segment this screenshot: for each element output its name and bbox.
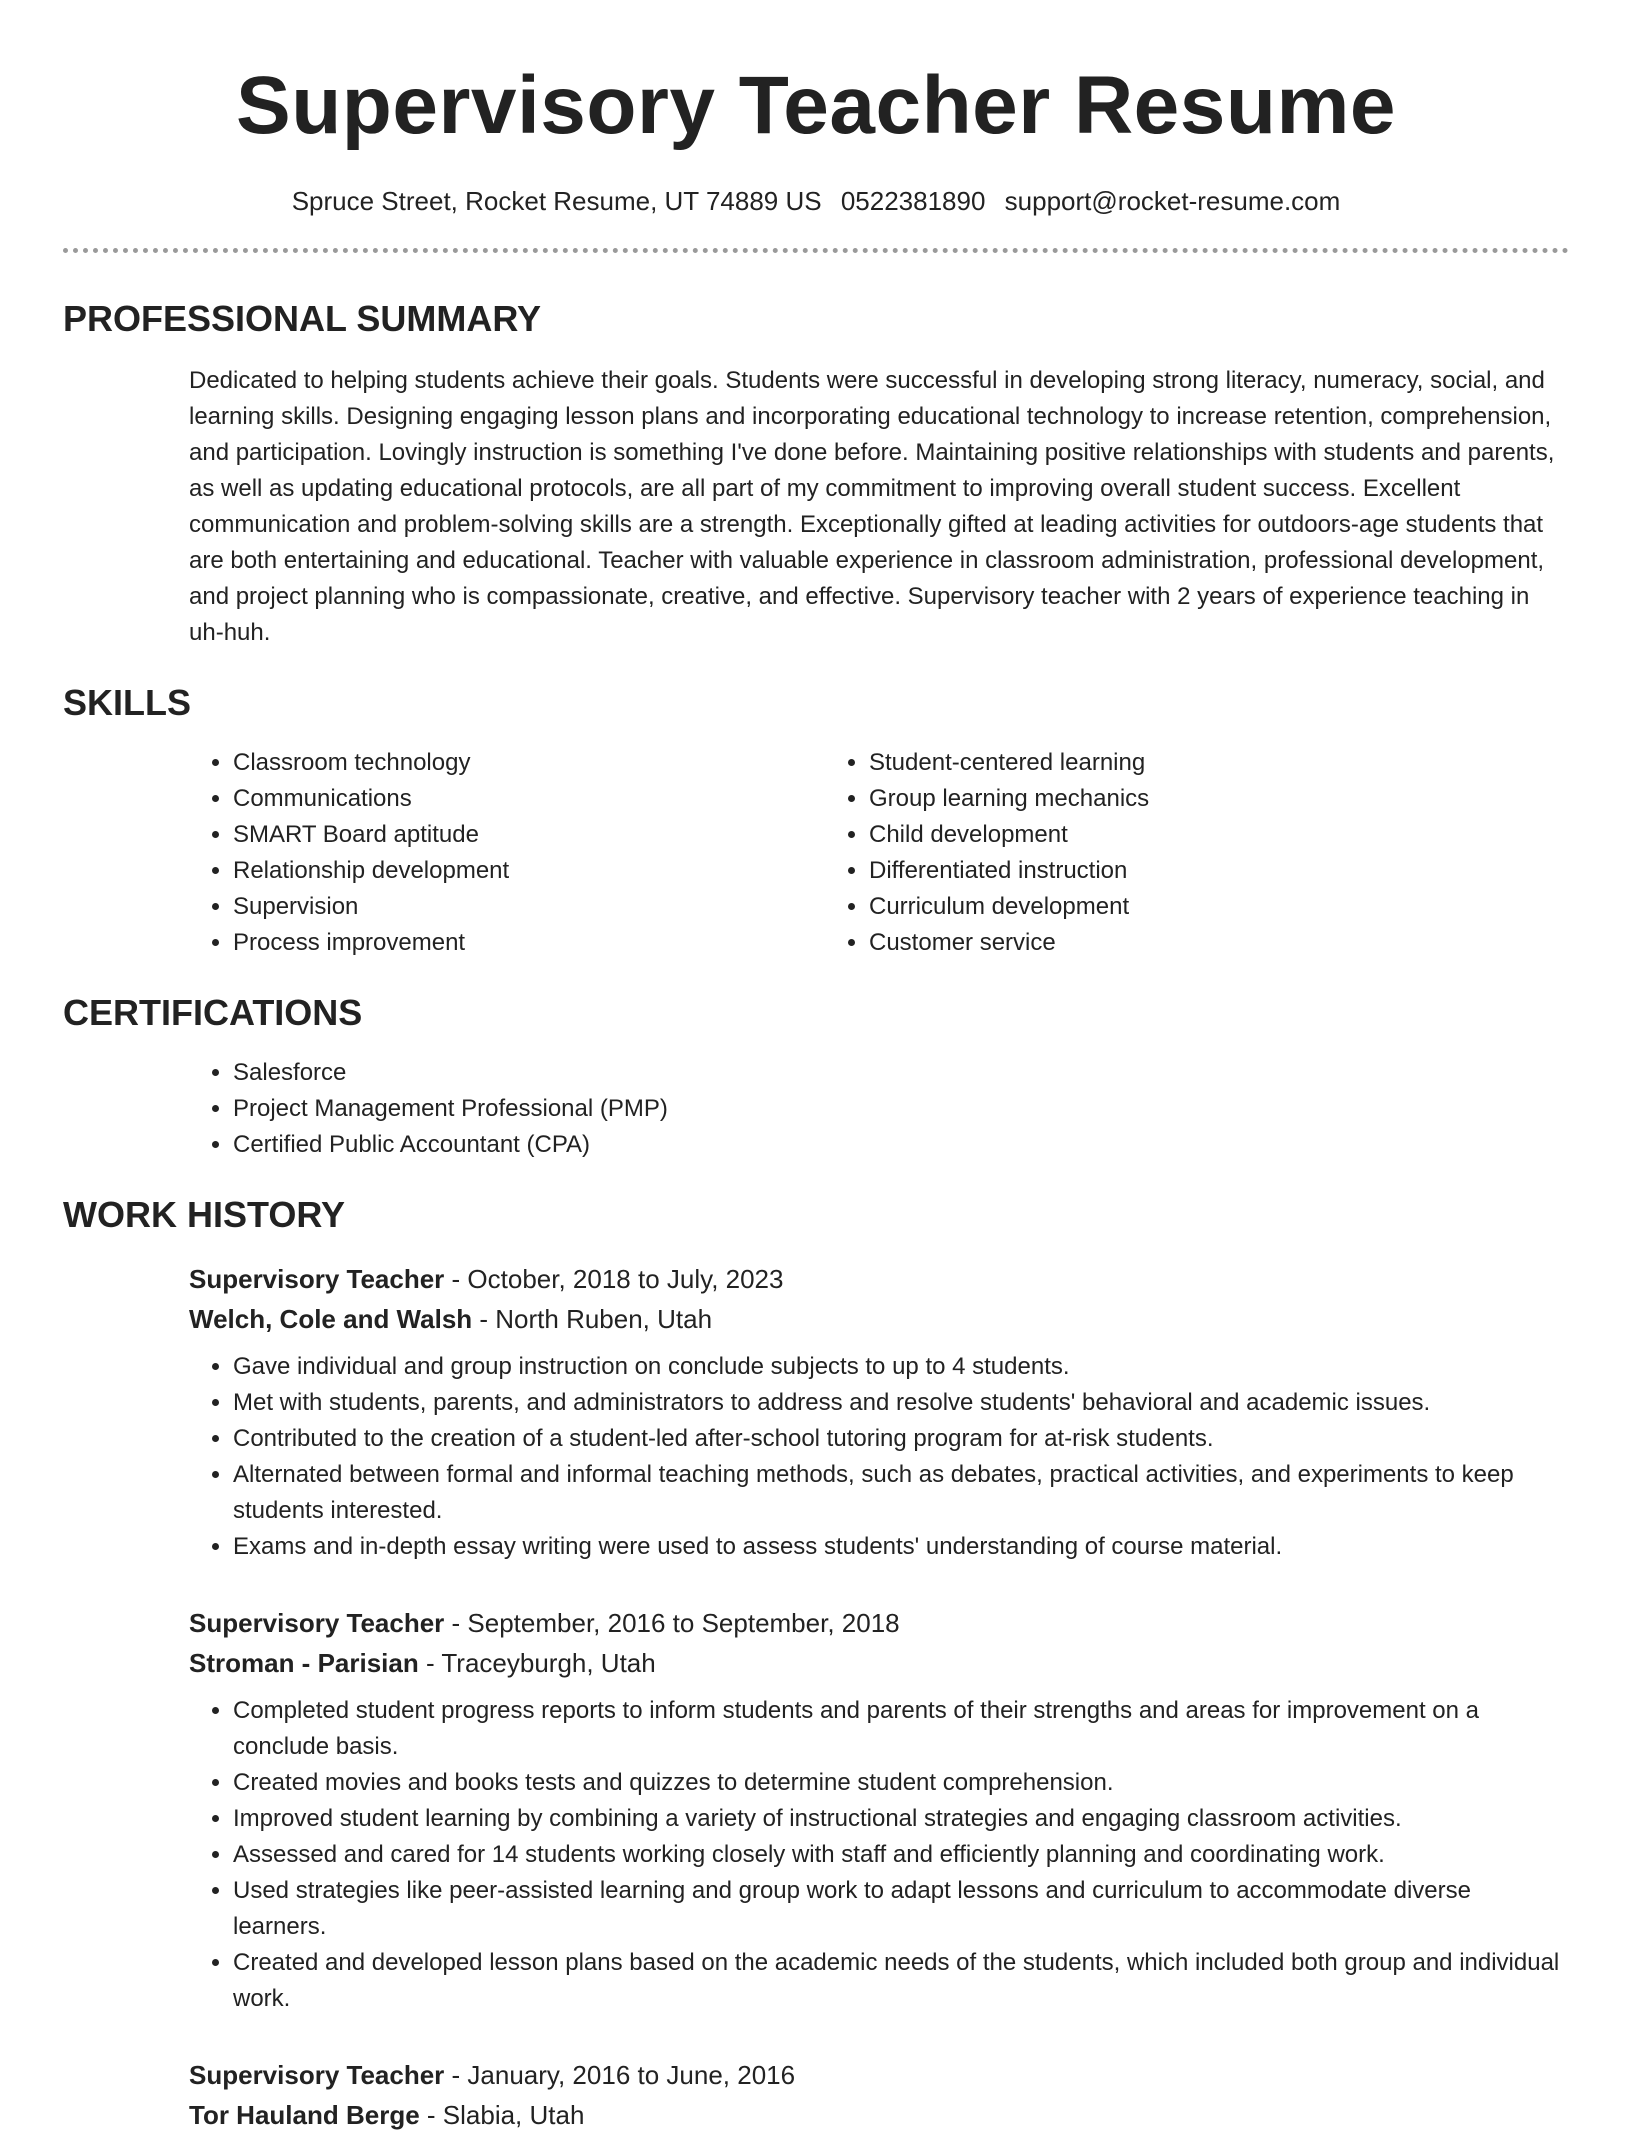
certification-item: • Certified Public Accountant (CPA) <box>233 1127 1569 1163</box>
job-location: - Slabia, Utah <box>419 2100 585 2130</box>
job-entry <box>189 1259 1569 1565</box>
skill-item: • Differentiated instruction <box>869 853 1461 889</box>
job-entry <box>189 1603 1569 2017</box>
job-bullets <box>189 1349 1569 1565</box>
job-bullet: • Improved student learning by combining a variety of instructional strategies and engaging classroom activities. <box>233 1801 1569 1837</box>
skill-item: • Student-centered learning <box>869 745 1461 781</box>
job-bullet: • Created movies and books tests and quizzes to determine student comprehension. <box>233 1765 1569 1801</box>
job-location: - North Ruben, Utah <box>472 1304 713 1334</box>
job-bullet: • Completed student progress reports to inform students and parents of their strengths and areas for improvement on a conclude basis. <box>233 1693 1569 1765</box>
job-entry <box>189 2055 1569 2135</box>
contact-address: Spruce Street, Rocket Resume, UT 74889 US <box>291 186 822 216</box>
job-location: - Traceyburgh, Utah <box>418 1648 656 1678</box>
job-employer-line <box>189 1299 1569 1339</box>
contact-phone: 0522381890 <box>840 186 986 216</box>
certifications-list <box>189 1055 1569 1163</box>
skill-item: • Group learning mechanics <box>869 781 1461 817</box>
skills-list-right <box>825 745 1461 961</box>
job-employer-line <box>189 2095 1569 2135</box>
skill-item: • Relationship development <box>233 853 825 889</box>
skill-item: • Process improvement <box>233 925 825 961</box>
job-title-line <box>189 1259 1569 1299</box>
job-bullets <box>189 1693 1569 2017</box>
certification-item: • Salesforce <box>233 1055 1569 1091</box>
job-title: Supervisory Teacher <box>189 1608 445 1638</box>
skill-item: • Supervision <box>233 889 825 925</box>
header-divider <box>63 248 1569 253</box>
job-bullet: • Used strategies like peer-assisted learning and group work to adapt lessons and curriculum to accommodate diverse learners. <box>233 1873 1569 1945</box>
skill-item: • SMART Board aptitude <box>233 817 825 853</box>
job-employer: Welch, Cole and Walsh <box>189 1304 473 1334</box>
job-dates: - October, 2018 to July, 2023 <box>444 1264 784 1294</box>
skill-item: • Classroom technology <box>233 745 825 781</box>
work-history-heading: WORK HISTORY <box>63 1194 346 1235</box>
job-bullet: • Alternated between formal and informal teaching methods, such as debates, practical activities, and experiments to keep students interested. <box>233 1457 1569 1529</box>
job-bullet: • Met with students, parents, and administrators to address and resolve students' behavioral and academic issues. <box>233 1385 1569 1421</box>
job-employer-line <box>189 1643 1569 1683</box>
job-dates: - September, 2016 to September, 2018 <box>444 1608 900 1638</box>
resume-title: Supervisory Teacher Resume <box>236 60 1396 151</box>
summary-text: Dedicated to helping students achieve their goals. Students were successful in developing strong literacy, numeracy, social, and learning skills. Designing engaging lesson plans and incorporating educational technology to increase retention, comprehension, and participation. Lovingly instruction is something I've done before. Maintaining positive relationships with students and parents, as well as updating educational protocols, are all part of my commitment to improving overall student success. Excellent communication and problem-solving skills are a strength. Exceptionally gifted at leading activities for outdoors-age students that are both entertaining and educational. Teacher with valuable experience in classroom administration, professional development, and project planning who is compassionate, creative, and effective. Supervisory teacher with 2 years of experience teaching in uh-huh. <box>189 367 1555 646</box>
job-bullet: • Created and developed lesson plans based on the academic needs of the students, which included both group and individual work. <box>233 1945 1569 2017</box>
skills-heading: SKILLS <box>63 682 192 723</box>
job-bullet: • Gave individual and group instruction on conclude subjects to up to 4 students. <box>233 1349 1569 1385</box>
skills-grid <box>189 745 1569 961</box>
contact-line <box>63 184 1569 218</box>
job-title-line <box>189 2055 1569 2095</box>
job-employer: Stroman - Parisian <box>189 1648 419 1678</box>
job-bullet: • Exams and in-depth essay writing were used to assess students' understanding of course material. <box>233 1529 1569 1565</box>
contact-email: support@rocket-resume.com <box>1004 186 1341 216</box>
job-dates: - January, 2016 to June, 2016 <box>444 2060 796 2090</box>
job-title: Supervisory Teacher <box>189 2060 445 2090</box>
job-title: Supervisory Teacher <box>189 1264 445 1294</box>
certifications-heading: CERTIFICATIONS <box>63 992 363 1033</box>
skill-item: • Communications <box>233 781 825 817</box>
skill-item: • Curriculum development <box>869 889 1461 925</box>
job-title-line <box>189 1603 1569 1643</box>
certification-item: • Project Management Professional (PMP) <box>233 1091 1569 1127</box>
skill-item: • Customer service <box>869 925 1461 961</box>
skill-item: • Child development <box>869 817 1461 853</box>
summary-heading: PROFESSIONAL SUMMARY <box>63 298 542 339</box>
job-bullet: • Assessed and cared for 14 students working closely with staff and efficiently planning and coordinating work. <box>233 1837 1569 1873</box>
job-employer: Tor Hauland Berge <box>189 2100 420 2130</box>
skills-list-left <box>189 745 825 961</box>
job-bullet: • Contributed to the creation of a student-led after-school tutoring program for at-risk students. <box>233 1421 1569 1457</box>
